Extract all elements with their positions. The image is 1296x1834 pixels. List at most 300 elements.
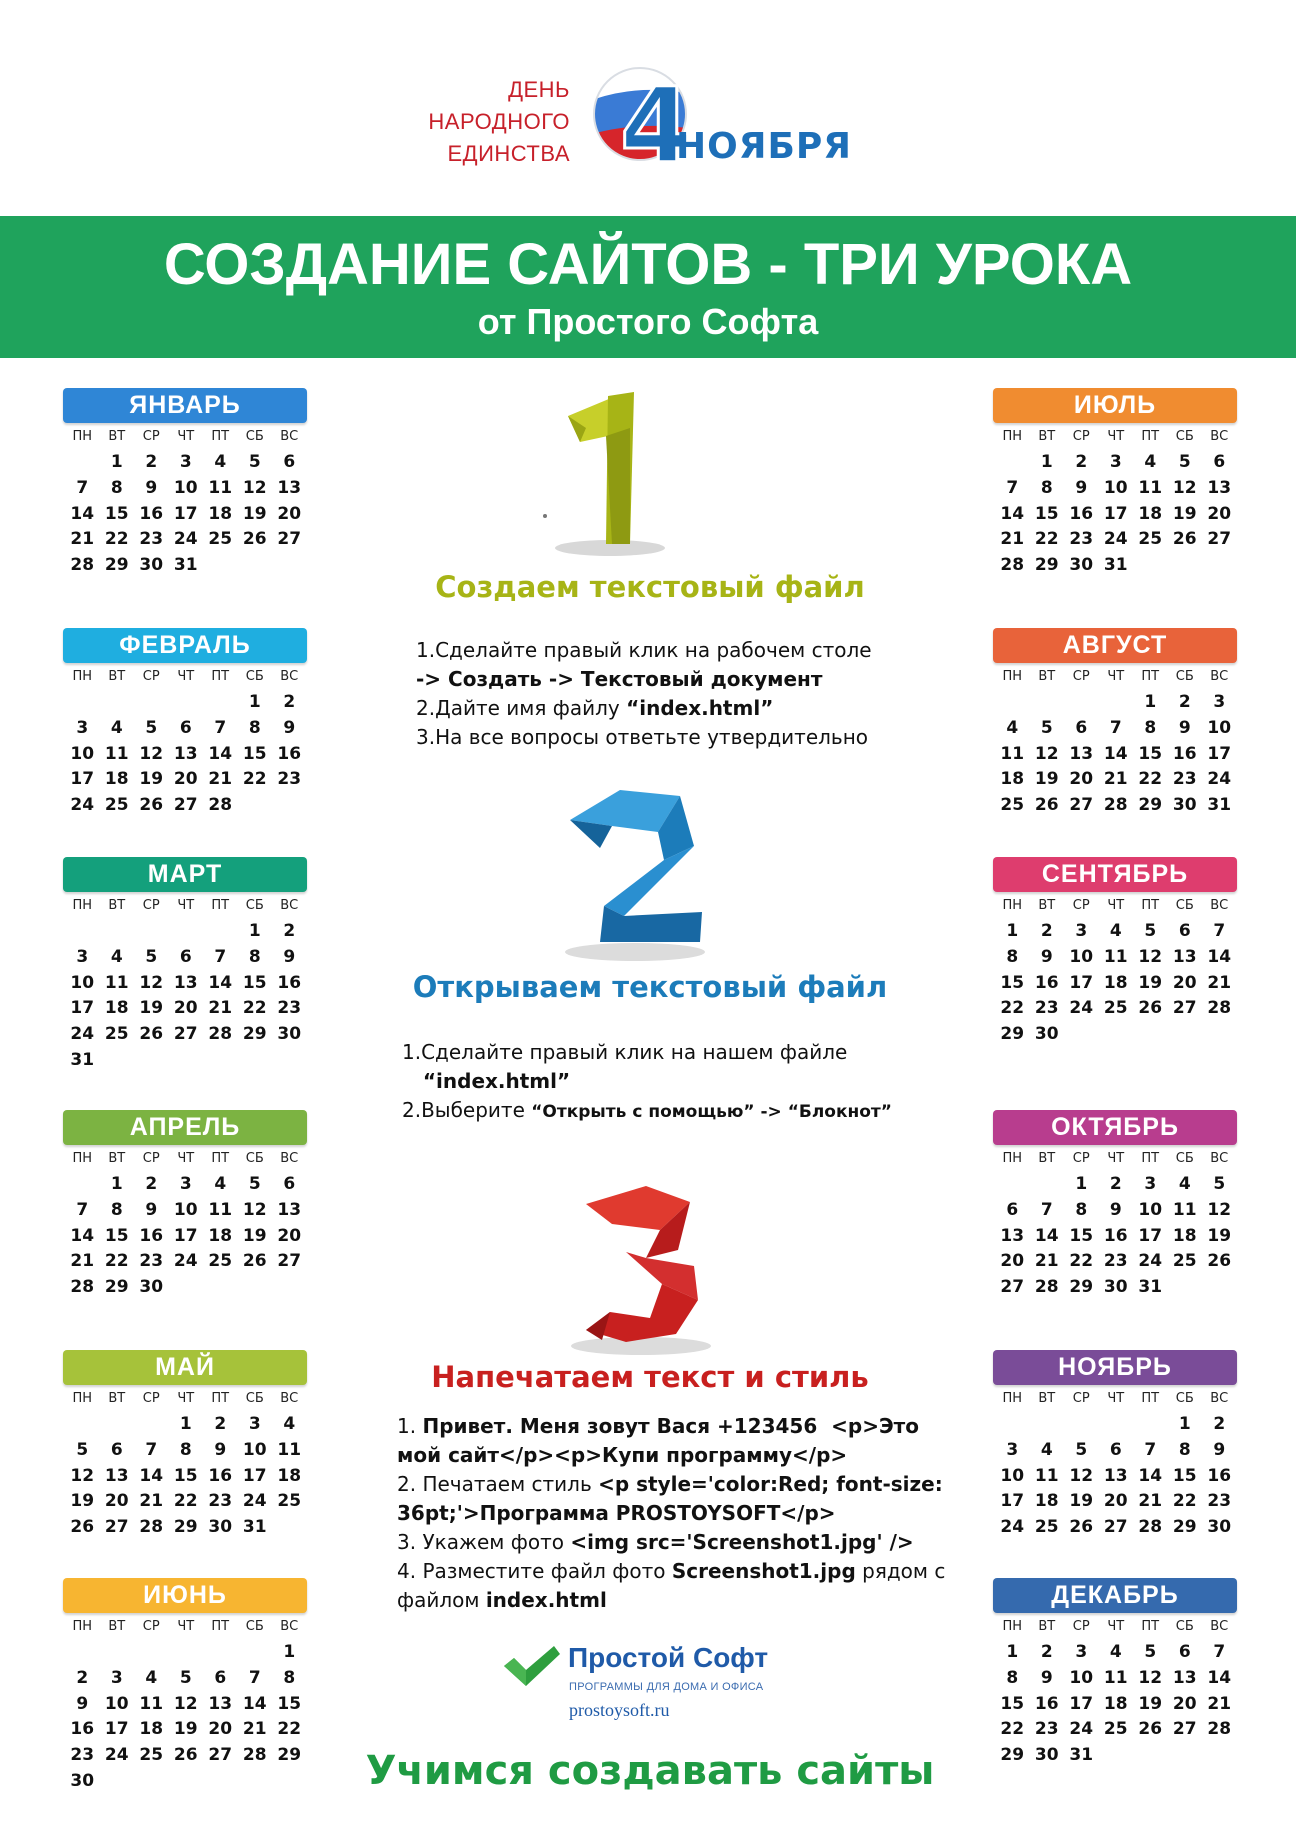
instruction-text: 1.Сделайте правый клик на нашем файле <box>402 1040 848 1064</box>
days-grid <box>65 1640 307 1795</box>
day-cell: 26 <box>1172 529 1197 550</box>
day-cell: 11 <box>1172 1199 1197 1220</box>
day-cell: 6 <box>214 1667 227 1688</box>
weekday-label: ЧТ <box>177 1391 195 1406</box>
instruction-line <box>397 1557 945 1586</box>
day-cell: 2 <box>1109 1174 1122 1194</box>
day-cell: 30 <box>1103 1277 1128 1298</box>
day-cell: 30 <box>1034 1745 1059 1766</box>
day-cell: 11 <box>1138 477 1163 498</box>
day-cell: 12 <box>242 1199 267 1220</box>
day-cell: 14 <box>70 1225 95 1246</box>
day-cell: 29 <box>242 1024 267 1045</box>
day-cell: 22 <box>1034 529 1059 550</box>
day-cell: 1 <box>110 452 123 472</box>
instruction-line <box>397 1586 945 1615</box>
day-cell: 7 <box>1109 717 1122 738</box>
day-cell: 27 <box>1207 529 1232 550</box>
day-cell: 9 <box>283 946 296 967</box>
day-cell: 29 <box>1034 555 1059 576</box>
day-cell: 6 <box>1213 452 1226 472</box>
day-cell: 25 <box>1000 795 1025 816</box>
day-cell: 26 <box>139 1024 164 1045</box>
day-cell: 18 <box>1000 769 1025 790</box>
day-cell: 2 <box>1075 452 1088 472</box>
day-cell: 29 <box>104 1277 129 1298</box>
day-cell: 8 <box>1006 946 1019 967</box>
days-grid <box>65 919 307 1074</box>
weekday-label: ПТ <box>211 1391 230 1406</box>
day-cell: 16 <box>208 1465 233 1486</box>
month-title: АВГУСТ <box>993 628 1237 663</box>
day-cell: 14 <box>1103 743 1128 764</box>
day-cell: 21 <box>242 1719 267 1740</box>
day-cell: 16 <box>1034 1693 1059 1714</box>
empty-cell <box>65 1412 100 1438</box>
day-cell: 28 <box>70 1277 95 1298</box>
day-cell: 2 <box>76 1667 89 1688</box>
day-cell: 7 <box>1213 1642 1226 1662</box>
day-cell: 19 <box>1069 1491 1094 1512</box>
weekday-label: СР <box>1072 1151 1090 1166</box>
day-cell: 21 <box>1103 769 1128 790</box>
day-cell: 17 <box>1138 1225 1163 1246</box>
weekday-label: СР <box>1072 669 1090 684</box>
day-cell: 6 <box>1178 1642 1191 1662</box>
brand-url[interactable]: prostoysoft.ru <box>569 1700 670 1720</box>
month-calendar <box>993 628 1237 819</box>
day-cell: 26 <box>70 1517 95 1538</box>
day-cell: 19 <box>139 769 164 790</box>
day-cell: 22 <box>1000 1719 1025 1740</box>
day-cell: 15 <box>1172 1465 1197 1486</box>
empty-cell <box>134 919 169 945</box>
brand-name: Простой Софт <box>568 1642 769 1673</box>
day-cell: 5 <box>1213 1174 1226 1194</box>
day-cell: 9 <box>145 477 158 498</box>
day-cell: 17 <box>1069 1693 1094 1714</box>
weekday-label: ПТ <box>1141 898 1160 913</box>
weekday-label: СР <box>142 1391 160 1406</box>
day-cell: 18 <box>1034 1491 1059 1512</box>
day-cell: 16 <box>1034 972 1059 993</box>
step-3-instructions <box>397 1412 945 1615</box>
day-cell: 11 <box>1034 1465 1059 1486</box>
weekday-row <box>995 668 1237 686</box>
day-cell: 20 <box>1000 1251 1025 1272</box>
empty-cell <box>995 450 1030 476</box>
day-cell: 7 <box>1144 1439 1157 1460</box>
day-cell: 13 <box>1000 1225 1025 1246</box>
day-cell: 23 <box>1069 529 1094 550</box>
day-cell: 29 <box>1000 1024 1025 1045</box>
month-title: ИЮЛЬ <box>993 388 1237 423</box>
day-cell: 24 <box>1000 1517 1025 1538</box>
empty-cell <box>1030 1172 1065 1198</box>
day-cell: 1 <box>1040 452 1053 472</box>
instruction-bold-text: Привет. Меня зовут Вася +123456 <p>Это <box>422 1414 920 1438</box>
day-cell: 17 <box>1069 972 1094 993</box>
day-cell: 29 <box>277 1745 302 1766</box>
day-cell: 17 <box>70 998 95 1019</box>
empty-cell <box>1099 690 1134 716</box>
day-cell: 13 <box>208 1693 233 1714</box>
svg-text:4: 4 <box>620 65 693 172</box>
day-cell: 5 <box>76 1439 89 1460</box>
day-cell: 17 <box>1000 1491 1025 1512</box>
weekday-label: ВС <box>280 1619 299 1634</box>
day-cell: 2 <box>1040 1642 1053 1662</box>
day-cell: 11 <box>139 1693 164 1714</box>
weekday-label: ВС <box>1210 1391 1229 1406</box>
day-cell: 7 <box>76 477 89 498</box>
day-cell: 22 <box>242 998 267 1019</box>
day-cell: 19 <box>242 1225 267 1246</box>
day-cell: 21 <box>1034 1251 1059 1272</box>
instruction-line <box>402 1096 892 1127</box>
day-cell: 5 <box>145 946 158 967</box>
weekday-row <box>65 428 307 446</box>
weekday-label: ВТ <box>108 1619 126 1634</box>
day-cell: 13 <box>1069 743 1094 764</box>
day-cell: 5 <box>145 717 158 738</box>
day-cell: 23 <box>139 1251 164 1272</box>
day-cell: 29 <box>1069 1277 1094 1298</box>
day-cell: 16 <box>1069 503 1094 524</box>
day-cell: 25 <box>208 529 233 550</box>
day-cell: 21 <box>1207 972 1232 993</box>
day-cell: 30 <box>139 555 164 576</box>
instruction-line <box>397 1528 945 1557</box>
day-cell: 31 <box>70 1049 95 1070</box>
day-cell: 31 <box>1069 1745 1094 1766</box>
day-cell: 9 <box>1213 1439 1226 1460</box>
day-cell: 4 <box>1109 1642 1122 1662</box>
month-calendar <box>63 1110 307 1301</box>
day-cell: 19 <box>1172 503 1197 524</box>
month-title: СЕНТЯБРЬ <box>993 857 1237 892</box>
day-cell: 20 <box>1103 1491 1128 1512</box>
day-cell: 15 <box>104 503 129 524</box>
weekday-label: ЧТ <box>1107 429 1125 444</box>
day-cell: 26 <box>173 1745 198 1766</box>
day-cell: 27 <box>104 1517 129 1538</box>
instruction-line <box>416 723 872 752</box>
day-cell: 13 <box>173 743 198 764</box>
day-cell: 20 <box>277 503 302 524</box>
weekday-label: ПН <box>1002 429 1023 444</box>
empty-cell <box>100 919 135 945</box>
step-1-title: Создаем текстовый файл <box>435 570 865 604</box>
weekday-label: ПН <box>1002 669 1023 684</box>
weekday-label: ЧТ <box>177 429 195 444</box>
day-cell: 7 <box>1006 477 1019 498</box>
instruction-text: файлом <box>397 1588 486 1612</box>
day-cell: 25 <box>104 1024 129 1045</box>
weekday-label: СБ <box>1175 1619 1194 1634</box>
weekday-row <box>995 1390 1237 1408</box>
day-cell: 3 <box>179 452 192 472</box>
day-cell: 14 <box>1207 946 1232 967</box>
day-cell: 14 <box>242 1693 267 1714</box>
day-cell: 29 <box>104 555 129 576</box>
instruction-text: 3.На все вопросы ответьте утвердительно <box>416 725 869 749</box>
day-cell: 15 <box>1000 972 1025 993</box>
empty-cell <box>65 690 100 716</box>
month-calendar <box>993 1110 1237 1301</box>
instruction-text: 1. <box>397 1414 423 1438</box>
day-cell: 25 <box>104 795 129 816</box>
origami-digit-three <box>566 1180 716 1360</box>
day-cell: 28 <box>1103 795 1128 816</box>
weekday-label: СБ <box>1175 898 1194 913</box>
day-cell: 20 <box>173 998 198 1019</box>
empty-cell <box>169 919 204 945</box>
day-cell: 6 <box>1178 921 1191 941</box>
day-cell: 14 <box>70 503 95 524</box>
day-cell: 8 <box>1144 717 1157 738</box>
day-cell: 14 <box>1000 503 1025 524</box>
day-cell: 2 <box>283 692 296 712</box>
empty-cell <box>134 1412 169 1438</box>
day-cell: 20 <box>1207 503 1232 524</box>
weekday-label: ЧТ <box>1107 669 1125 684</box>
holiday-line: ДЕНЬ <box>508 77 570 102</box>
day-cell: 18 <box>104 769 129 790</box>
weekday-label: ПТ <box>1141 429 1160 444</box>
instruction-line <box>397 1499 945 1528</box>
weekday-label: ПН <box>1002 898 1023 913</box>
day-cell: 7 <box>1213 921 1226 941</box>
day-cell: 23 <box>1207 1491 1232 1512</box>
day-cell: 28 <box>242 1745 267 1766</box>
weekday-label: СБ <box>245 898 264 913</box>
day-cell: 23 <box>277 769 302 790</box>
weekday-row <box>995 897 1237 915</box>
checkmark-logo-icon <box>502 1644 562 1688</box>
weekday-label: ПН <box>1002 1151 1023 1166</box>
day-cell: 24 <box>104 1745 129 1766</box>
day-cell: 4 <box>214 452 227 472</box>
day-cell: 29 <box>1000 1745 1025 1766</box>
day-cell: 10 <box>70 743 95 764</box>
day-cell: 2 <box>1213 1414 1226 1434</box>
day-cell: 24 <box>70 795 95 816</box>
day-cell: 5 <box>1075 1439 1088 1460</box>
day-cell: 9 <box>1040 946 1053 967</box>
day-cell: 31 <box>242 1517 267 1538</box>
day-cell: 22 <box>1138 769 1163 790</box>
day-cell: 9 <box>145 1199 158 1220</box>
day-cell: 3 <box>248 1414 261 1434</box>
instruction-line <box>397 1470 945 1499</box>
day-cell: 15 <box>1138 743 1163 764</box>
day-cell: 17 <box>70 769 95 790</box>
instruction-text: 4. Разместите файл фото <box>397 1559 672 1583</box>
day-cell: 19 <box>1138 1693 1163 1714</box>
weekday-row <box>995 1618 1237 1636</box>
empty-cell <box>169 690 204 716</box>
day-cell: 10 <box>1069 946 1094 967</box>
weekday-label: ПТ <box>1141 1619 1160 1634</box>
empty-cell <box>1133 1412 1168 1438</box>
day-cell: 18 <box>277 1465 302 1486</box>
month-title: ДЕКАБРЬ <box>993 1578 1237 1613</box>
weekday-label: ВТ <box>1038 669 1056 684</box>
day-cell: 17 <box>1207 743 1232 764</box>
brand-tagline: ПРОГРАММЫ ДЛЯ ДОМА И ОФИСА <box>569 1681 764 1693</box>
day-cell: 23 <box>1172 769 1197 790</box>
day-cell: 25 <box>1138 529 1163 550</box>
month-calendar <box>993 857 1237 1048</box>
day-cell: 18 <box>1138 503 1163 524</box>
instruction-bold-text: Screenshot1.jpg <box>671 1559 856 1583</box>
weekday-label: СР <box>142 669 160 684</box>
instruction-text: 3. Укажем фото <box>397 1530 571 1554</box>
weekday-label: СР <box>142 898 160 913</box>
day-cell: 28 <box>208 795 233 816</box>
day-cell: 12 <box>1034 743 1059 764</box>
empty-cell <box>203 919 238 945</box>
day-cell: 7 <box>248 1667 261 1688</box>
day-cell: 20 <box>1172 1693 1197 1714</box>
month-calendar <box>63 1578 307 1795</box>
day-cell: 11 <box>1000 743 1025 764</box>
day-cell: 12 <box>1138 1667 1163 1688</box>
day-cell: 3 <box>1006 1439 1019 1460</box>
day-cell: 17 <box>242 1465 267 1486</box>
weekday-label: ПТ <box>211 898 230 913</box>
days-grid <box>995 1640 1237 1769</box>
day-cell: 19 <box>1207 1225 1232 1246</box>
weekday-label: СР <box>142 1619 160 1634</box>
month-calendar <box>63 857 307 1074</box>
day-cell: 26 <box>242 1251 267 1272</box>
weekday-row <box>995 428 1237 446</box>
day-cell: 6 <box>1006 1199 1019 1220</box>
day-cell: 26 <box>1207 1251 1232 1272</box>
day-cell: 17 <box>1103 503 1128 524</box>
month-title: ЯНВАРЬ <box>63 388 307 423</box>
day-cell: 12 <box>242 477 267 498</box>
origami-digit-two <box>560 786 710 966</box>
day-cell: 16 <box>277 743 302 764</box>
day-cell: 7 <box>214 717 227 738</box>
day-cell: 27 <box>1000 1277 1025 1298</box>
day-cell: 22 <box>104 1251 129 1272</box>
weekday-label: ВТ <box>108 898 126 913</box>
day-cell: 22 <box>242 769 267 790</box>
day-cell: 4 <box>214 1174 227 1194</box>
day-cell: 14 <box>139 1465 164 1486</box>
day-cell: 17 <box>173 1225 198 1246</box>
weekday-label: ВС <box>280 669 299 684</box>
empty-cell <box>995 1412 1030 1438</box>
weekday-label: СБ <box>245 669 264 684</box>
weekday-label: ВС <box>1210 1619 1229 1634</box>
instruction-bold-text: “index.html” <box>402 1069 571 1093</box>
month-title: НОЯБРЬ <box>993 1350 1237 1385</box>
holiday-month: НОЯБРЯ <box>676 126 852 167</box>
weekday-label: СР <box>142 429 160 444</box>
day-cell: 11 <box>104 743 129 764</box>
empty-cell <box>134 690 169 716</box>
day-cell: 24 <box>173 529 198 550</box>
day-cell: 30 <box>70 1770 95 1791</box>
day-cell: 21 <box>208 769 233 790</box>
day-cell: 11 <box>208 1199 233 1220</box>
weekday-label: СР <box>1072 429 1090 444</box>
empty-cell <box>203 690 238 716</box>
empty-cell <box>1064 690 1099 716</box>
days-grid <box>995 450 1237 579</box>
weekday-label: ВТ <box>108 1151 126 1166</box>
day-cell: 20 <box>1069 769 1094 790</box>
day-cell: 21 <box>70 529 95 550</box>
day-cell: 5 <box>248 1174 261 1194</box>
day-cell: 4 <box>1006 717 1019 738</box>
weekday-row <box>65 1150 307 1168</box>
day-cell: 20 <box>208 1719 233 1740</box>
weekday-label: ВТ <box>108 669 126 684</box>
day-cell: 3 <box>76 946 89 967</box>
day-cell: 11 <box>1103 946 1128 967</box>
month-title: МАРТ <box>63 857 307 892</box>
empty-cell <box>100 690 135 716</box>
day-cell: 31 <box>1138 1277 1163 1298</box>
day-cell: 27 <box>277 529 302 550</box>
day-cell: 8 <box>1075 1199 1088 1220</box>
day-cell: 22 <box>277 1719 302 1740</box>
weekday-row <box>65 897 307 915</box>
weekday-label: ПТ <box>211 669 230 684</box>
weekday-row <box>65 1618 307 1636</box>
day-cell: 29 <box>1138 795 1163 816</box>
weekday-row <box>65 1390 307 1408</box>
month-title: ИЮНЬ <box>63 1578 307 1613</box>
day-cell: 27 <box>277 1251 302 1272</box>
month-title: АПРЕЛЬ <box>63 1110 307 1145</box>
day-cell: 23 <box>1103 1251 1128 1272</box>
weekday-label: СР <box>1072 1619 1090 1634</box>
step-1-instructions <box>416 636 872 752</box>
month-title: ОКТЯБРЬ <box>993 1110 1237 1145</box>
day-cell: 22 <box>1172 1491 1197 1512</box>
day-cell: 25 <box>1103 1719 1128 1740</box>
day-cell: 4 <box>283 1414 296 1434</box>
day-cell: 21 <box>208 998 233 1019</box>
day-cell: 26 <box>1069 1517 1094 1538</box>
day-cell: 12 <box>1207 1199 1232 1220</box>
weekday-label: ВС <box>1210 898 1229 913</box>
day-cell: 9 <box>283 717 296 738</box>
weekday-row <box>995 1150 1237 1168</box>
day-cell: 19 <box>139 998 164 1019</box>
day-cell: 9 <box>1075 477 1088 498</box>
day-cell: 13 <box>173 972 198 993</box>
weekday-label: ЧТ <box>1107 1151 1125 1166</box>
day-cell: 19 <box>242 503 267 524</box>
instruction-text: 2. Печатаем стиль <box>397 1472 599 1496</box>
instruction-bold-text: “index.html” <box>626 696 774 720</box>
day-cell: 8 <box>110 1199 123 1220</box>
day-cell: 19 <box>173 1719 198 1740</box>
empty-cell <box>65 919 100 945</box>
day-cell: 6 <box>110 1439 123 1460</box>
day-cell: 15 <box>242 972 267 993</box>
weekday-label: ЧТ <box>1107 898 1125 913</box>
day-cell: 28 <box>1138 1517 1163 1538</box>
